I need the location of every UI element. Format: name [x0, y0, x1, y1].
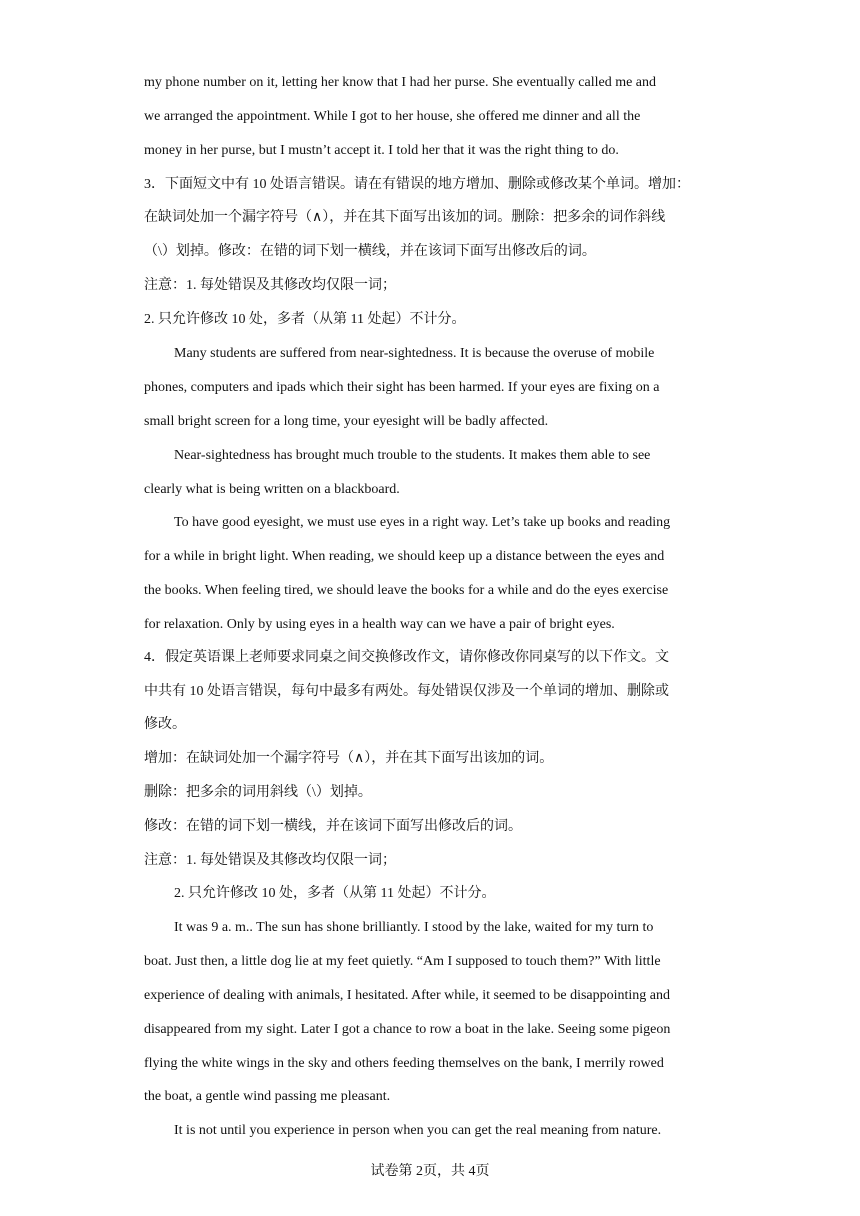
- passage-line: It was 9 a. m.. The sun has shone brilliantly. I stood by the lake, waited for my turn to: [174, 920, 654, 935]
- passage-line: for a while in bright light. When reading, we should keep up a distance between the eyes and: [144, 549, 665, 564]
- question-4-header: 4．假定英语课上老师要求同桌之间交换修改作文，请你修改你同桌写的以下作文。文: [144, 650, 669, 665]
- note-line: 2. 只允许修改 10 处，多者（从第 11 处起）不计分。: [174, 886, 496, 901]
- text-line: money in her purse, but I mustn’t accept it. I told her that it was the right thing to do.: [144, 143, 619, 158]
- passage-line: the books. When feeling tired, we should leave the books for a while and do the eyes exercise: [144, 583, 669, 598]
- note-line: 注意：1. 每处错误及其修改均仅限一词；: [144, 278, 396, 293]
- instruction-line: 在缺词处加一个漏字符号（∧），并在其下面写出该加的词。删除：把多余的词作斜线: [144, 210, 666, 225]
- instruction-line: 修改：在错的词下划一横线，并在该词下面写出修改后的词。: [144, 819, 522, 834]
- instruction-line: 修改。: [144, 717, 186, 732]
- note-line: 2. 只允许修改 10 处，多者（从第 11 处起）不计分。: [144, 312, 466, 327]
- passage-line: small bright screen for a long time, your eyesight will be badly affected.: [144, 414, 549, 429]
- instruction-line: 增加：在缺词处加一个漏字符号（∧），并在其下面写出该加的词。: [144, 751, 554, 766]
- passage-line: Near-sightedness has brought much trouble to the students. It makes them able to see: [174, 448, 651, 463]
- question-3-header: 3．下面短文中有 10 处语言错误。请在有错误的地方增加、删除或修改某个单词。增加：: [144, 177, 690, 192]
- passage-line: the boat, a gentle wind passing me pleasant.: [144, 1089, 391, 1104]
- passage-line: flying the white wings in the sky and others feeding themselves on the bank, I merrily rowed: [144, 1056, 664, 1071]
- passage-line: disappeared from my sight. Later I got a chance to row a boat in the lake. Seeing some pigeon: [144, 1022, 671, 1037]
- instruction-line: 中共有 10 处语言错误，每句中最多有两处。每处错误仅涉及一个单词的增加、删除或: [144, 684, 669, 699]
- text-line: my phone number on it, letting her know that I had her purse. She eventually called me and: [144, 75, 657, 90]
- instruction-line: （\）划掉。修改：在错的词下划一横线，并在该词下面写出修改后的词。: [144, 244, 596, 259]
- passage-line: To have good eyesight, we must use eyes in a right way. Let’s take up books and reading: [174, 515, 671, 530]
- note-line: 注意：1. 每处错误及其修改均仅限一词；: [144, 853, 396, 868]
- instruction-line: 删除：把多余的词用斜线（\）划掉。: [144, 785, 372, 800]
- passage-line: for relaxation. Only by using eyes in a health way can we have a pair of bright eyes.: [144, 617, 615, 632]
- text-line: we arranged the appointment. While I got to her house, she offered me dinner and all the: [144, 109, 641, 124]
- passage-line: It is not until you experience in person when you can get the real meaning from nature.: [174, 1123, 662, 1138]
- page-footer: 试卷第 2页，共 4页: [370, 1164, 490, 1179]
- passage-line: phones, computers and ipads which their sight has been harmed. If your eyes are fixing on a: [144, 380, 660, 395]
- passage-line: boat. Just then, a little dog lie at my feet quietly. “Am I supposed to touch them?” With little: [144, 954, 661, 969]
- passage-line: experience of dealing with animals, I hesitated. After while, it seemed to be disappointing and: [144, 988, 671, 1003]
- passage-line: clearly what is being written on a blackboard.: [144, 482, 400, 497]
- passage-line: Many students are suffered from near-sightedness. It is because the overuse of mobile: [174, 346, 655, 361]
